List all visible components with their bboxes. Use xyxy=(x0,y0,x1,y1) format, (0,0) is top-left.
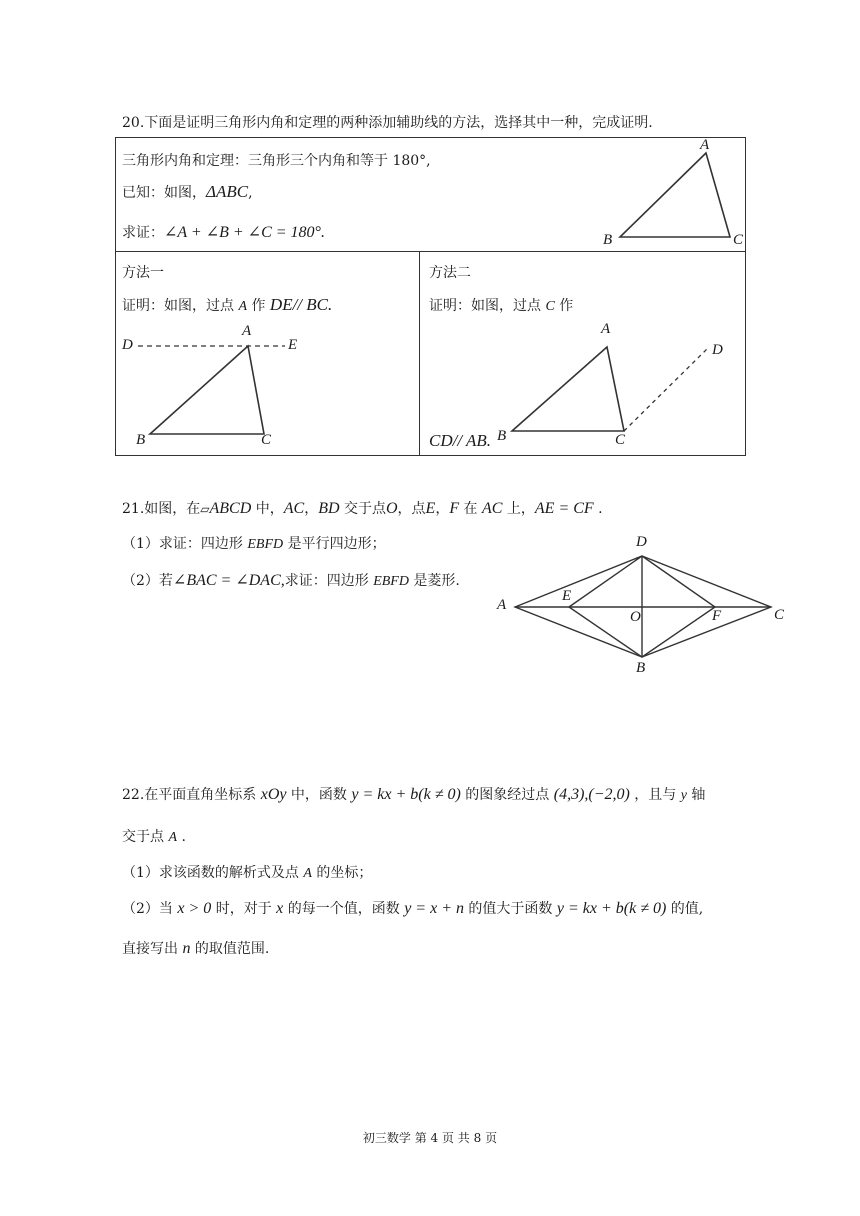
q21-p2-end: 是菱形. xyxy=(408,573,460,589)
q21-intro-end: . xyxy=(593,501,603,517)
q21-label-b: B xyxy=(636,660,646,676)
q22-p3-math: n xyxy=(182,940,191,957)
q20-method2-title: 方法二 xyxy=(429,265,471,281)
q21-p1-math: EBFD xyxy=(247,537,284,552)
m2-label-c: C xyxy=(615,432,626,448)
q22-line1-mid2: 的图象经过点 xyxy=(460,787,554,803)
m1-label-c: C xyxy=(261,432,272,448)
q22-p1-prefix: （1）求该函数的解析式及点 xyxy=(122,865,304,881)
q21-label-e: E xyxy=(562,588,572,604)
q22-line2-math: A xyxy=(168,830,178,845)
q22-line1-mid3: ，且与 xyxy=(629,787,681,803)
q21-intro-mid1: 中， xyxy=(251,501,284,517)
m1-text-mid: 作 xyxy=(247,298,270,314)
q21-intro-math7: AE = CF xyxy=(534,500,594,517)
m2-label-d: D xyxy=(712,342,723,358)
q21-label-a: A xyxy=(497,597,507,613)
q21-p1-end: 是平行四边形； xyxy=(283,536,386,552)
q20-method1-title: 方法一 xyxy=(122,265,164,281)
page-footer: 初三数学 第 4 页 共 8 页 xyxy=(362,1131,498,1145)
m1-math: DE// BC. xyxy=(269,295,333,314)
q22-line1-math1: xOy xyxy=(260,786,287,803)
q22-p3-prefix: 直接写出 xyxy=(122,941,183,957)
m1-label-e: E xyxy=(288,337,298,353)
q21-intro-para: ABCD xyxy=(209,500,252,517)
q20-fig-label-c: C xyxy=(733,232,744,248)
m2-math: CD// AB. xyxy=(429,431,492,450)
q22-p1-end: 的坐标； xyxy=(311,865,373,881)
parallelogram-icon: ▱ xyxy=(200,502,210,516)
m1-text-prefix: 证明：如图，过点 xyxy=(122,298,239,314)
q22-p2-math1: x > 0 xyxy=(177,900,212,917)
q22-part1 xyxy=(122,862,372,882)
q20-prove-math: ∠A + ∠B + ∠C = 180°. xyxy=(164,224,325,241)
q21-intro-sep2: ， xyxy=(435,501,450,517)
q22-p2-mid2: 的每一个值，函数 xyxy=(283,901,405,917)
m1-label-d: D xyxy=(122,337,133,353)
m2-text-suffix: 作 xyxy=(554,298,574,314)
q22-p2-math2: x xyxy=(276,900,284,917)
q22-p2-math4: y = kx + b(k ≠ 0) xyxy=(556,900,667,917)
q21-intro-mid2: 交于点 xyxy=(339,501,386,517)
q22-p2-math3: y = x + n xyxy=(404,900,464,917)
q22-p2-end: 的值, xyxy=(666,901,704,917)
q22-line1-math2: y = kx + b(k ≠ 0) xyxy=(351,786,461,803)
m1-label-a: A xyxy=(242,323,252,339)
q21-intro-math5: F xyxy=(449,500,460,517)
m2-label-b: B xyxy=(497,428,507,444)
q22-line2-prefix: 交于点 xyxy=(122,829,169,845)
m2-label-a: A xyxy=(601,321,611,337)
m2-point: C xyxy=(545,299,555,314)
q21-p2-prefix: （2）若 xyxy=(122,573,173,589)
q21-p1-prefix: （1）求证：四边形 xyxy=(122,536,248,552)
q21-intro-mid5: 上， xyxy=(502,501,535,517)
q21-intro-math6: AC xyxy=(482,500,503,517)
m2-text-prefix: 证明：如图，过点 xyxy=(429,298,546,314)
q22-p3-end: 的取值范围. xyxy=(190,941,270,957)
q21-intro-math2: BD xyxy=(318,500,340,517)
q22-part3 xyxy=(122,938,269,958)
m1-label-b: B xyxy=(136,432,146,448)
q20-given-prefix: 已知：如图， xyxy=(122,185,206,201)
q22-p2-mid3: 的值大于函数 xyxy=(463,901,557,917)
q21-label-o: O xyxy=(630,609,641,625)
q22-line1-math4: y xyxy=(680,788,687,803)
q20-theorem: 三角形内角和定理：三角形三个内角和等于 180°, xyxy=(122,153,431,169)
q21-p2-math2: EBFD xyxy=(373,574,409,589)
m1-point: A xyxy=(238,299,248,314)
q21-intro-math4: E xyxy=(425,500,436,517)
q22-p2-mid1: 时，对于 xyxy=(211,901,277,917)
q22-line1-prefix: 22.在平面直角坐标系 xyxy=(122,787,261,803)
q21-p2-mid: 求证：四边形 xyxy=(284,573,374,589)
q21-intro-mid4: 在 xyxy=(459,501,482,517)
q20-given-suffix: , xyxy=(248,185,253,201)
q22-p1-math: A xyxy=(303,866,312,881)
q20-fig-label-b: B xyxy=(603,232,613,248)
q20-given-math: ΔABC xyxy=(206,182,249,201)
q22-line2 xyxy=(122,826,186,846)
q20-fig-label-a: A xyxy=(700,137,710,153)
q20-prove-prefix: 求证： xyxy=(122,225,164,241)
q21-label-c: C xyxy=(774,607,785,623)
q22-line1 xyxy=(122,784,705,804)
q21-intro-math1: AC xyxy=(283,500,305,517)
q21-intro-math3: O xyxy=(385,500,398,517)
q22-line1-math3: (4,3),(−2,0) xyxy=(553,786,630,803)
q21-intro-prefix: 21.如图，在 xyxy=(122,501,201,517)
q21-label-d: D xyxy=(636,534,647,550)
q20-intro: 20.下面是证明三角形内角和定理的两种添加辅助线的方法，选择其中一种，完成证明. xyxy=(122,115,653,131)
q22-line1-end: 轴 xyxy=(686,787,706,803)
q22-part2 xyxy=(122,898,703,918)
q21-label-f: F xyxy=(712,608,722,624)
q22-line2-end: . xyxy=(177,829,186,845)
q21-p2-math: ∠BAC = ∠DAC, xyxy=(172,572,285,589)
q22-line1-mid1: 中，函数 xyxy=(286,787,352,803)
q22-p2-prefix: （2）当 xyxy=(122,901,178,917)
q21-intro-mid3: ，点 xyxy=(397,501,426,517)
q21-intro-sep: ， xyxy=(304,501,319,517)
